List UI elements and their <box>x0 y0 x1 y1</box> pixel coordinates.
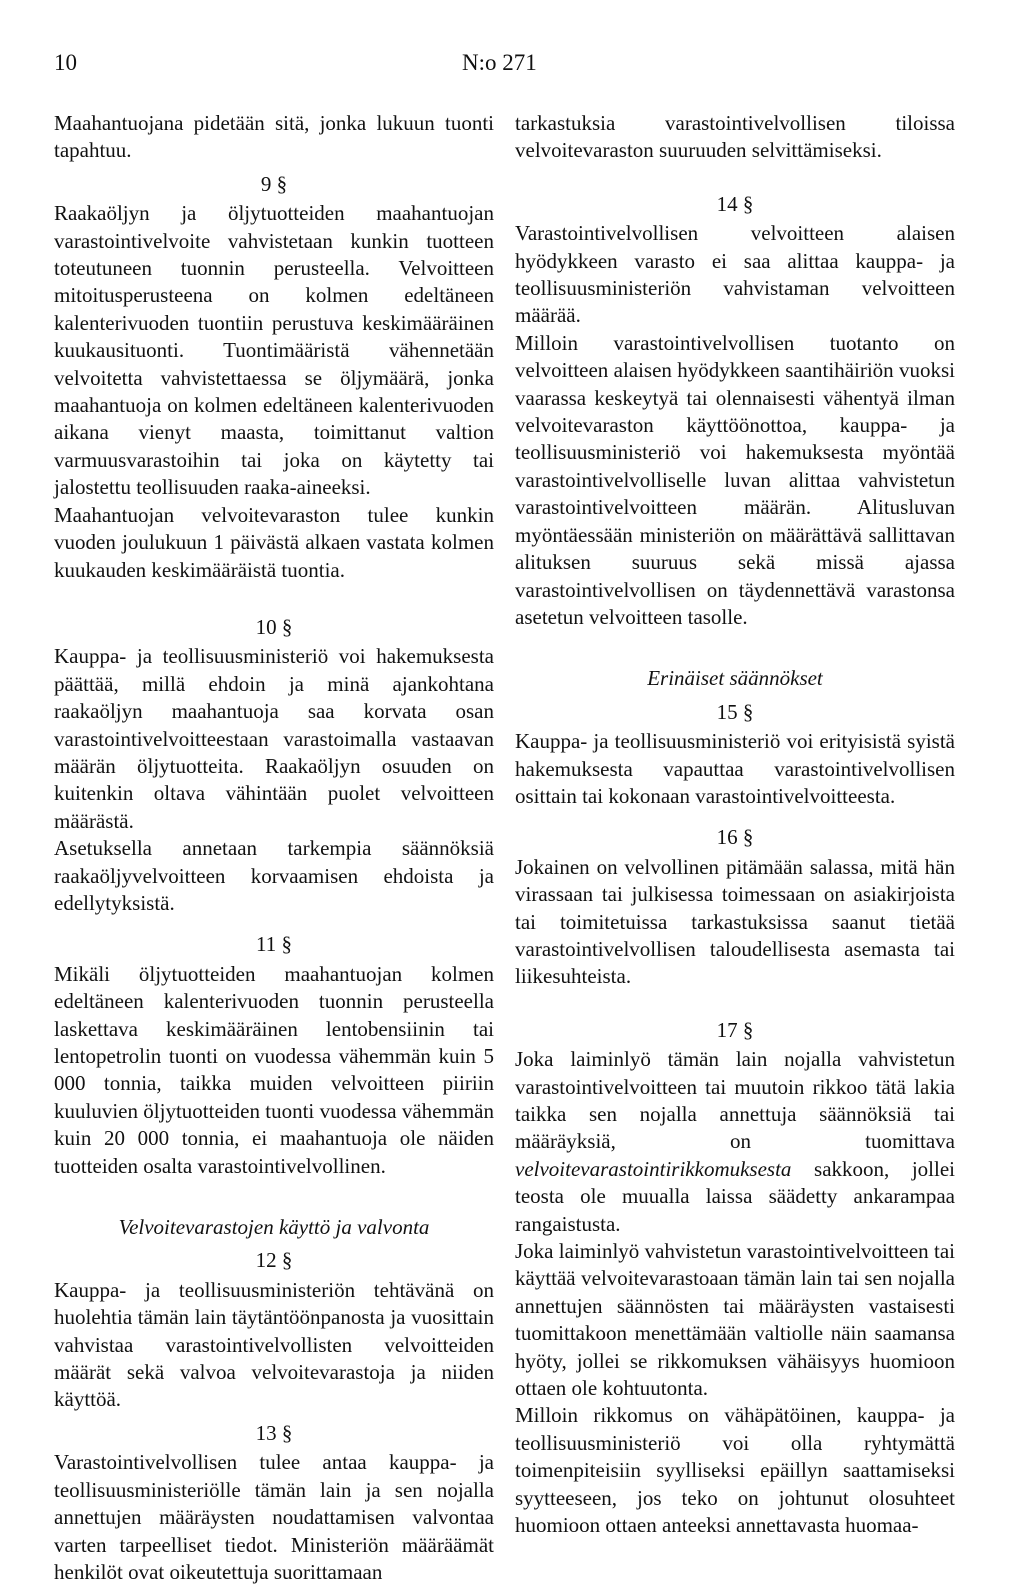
paragraph: Joka laiminlyö vahvistetun varastointivelvoitteen tai käyttää velvoitevarastoaan tämän lain tai sen nojalla annettujen säännösten tai määräysten vastaisesti tuomittakoon menettämään valtiolle näin saamansa hyöty, jollei se rikkomuksen vähäisyys huomioon ottaen ole kohtuutonta. <box>515 1239 955 1401</box>
issue-number: N:o 271 <box>462 50 537 75</box>
paragraph: Varastointivelvollisen velvoitteen alaisen hyödykkeen varasto ei saa alittaa kauppa- ja teollisuusministeriön vahvistaman velvoitteen määrää. <box>515 221 955 328</box>
section-heading-11: 11 § <box>256 932 292 957</box>
chapter-heading-usage: Velvoitevarastojen käyttö ja valvonta <box>118 1215 430 1240</box>
text-run: sakkoon, jollei teosta ole muualla laissa säädetty ankarampaa rangaistusta. <box>515 1156 955 1236</box>
section-heading-17: 17 § <box>716 1017 754 1042</box>
paragraph: Milloin rikkomus on vähäpätöinen, kauppa- ja teollisuusministeriö voi olla ryhtymättä toimenpiteisiin syylliseksi epäillyn saattamiseksi syytteeseen, jos teko on johtunut olosuhteet huomioon ottaen anteeksi annettavasta huomaa- <box>515 1403 955 1538</box>
right-column <box>515 110 955 1540</box>
paragraph: Kauppa- ja teollisuusministeriö voi hakemuksesta päättää, millä ehdoin ja minä ajankohtana raakaöljyn maahantuoja saa korvata osan varastointivelvoitteestaan varastoimalla vastaavan määrän öljytuotteita. Raakaöljyn osuuden on kuitenkin oltava vähintään puolet velvoitteen määrästä. <box>54 644 494 833</box>
section-heading-9: 9 § <box>260 171 288 196</box>
paragraph: Jokainen on velvollinen pitämään salassa, mitä hän virassaan tai julkisessa toimessaan on asiakirjoista tai toimitetuissa tarkastuksissa saanut tietää varastointivelvollisen taloudellisesta asemasta tai liikesuhteista. <box>515 854 955 989</box>
paragraph: tarkastuksia varastointivelvollisen tiloissa velvoitevaraston suuruuden selvittämiseksi. <box>515 111 955 163</box>
section-heading-10: 10 § <box>255 614 293 639</box>
section-heading-15: 15 § <box>716 699 754 724</box>
section-heading-12: 12 § <box>255 1248 293 1273</box>
chapter-heading-misc: Erinäiset säännökset <box>647 666 823 691</box>
paragraph: Raakaöljyn ja öljytuotteiden maahantuojan varastointivelvoite vahvistetaan kunkin tuotteen toteutuneen tuonnin perusteella. Velvoitteen mitoitusperusteena on kolmen edeltäneen kalenterivuoden tuontiin perustuva keskimääräinen kuukausituonti. Tuontimääristä vähennetään velvoitetta vahvistettaessa se öljymäärä, jonka maahantuoja on kolmen edeltäneen kalenterivuoden aikana vienyt maasta, toimittanut valtion varmuusvarastoihin tai joka on käytetty tai jalostettu teollisuuden raaka-aineeksi. <box>54 201 494 500</box>
paragraph: Milloin varastointivelvollisen tuotanto on velvoitteen alaisen hyödykkeen saantihäiriön vuoksi vaarassa keskeytyä tai olennaisesti vähentyä ilman velvoitevaraston käyttöönottoa, kauppa- ja teollisuusministeriö voi hakemuksesta myöntää varastointivelvolliselle luvan alittaa vahvistetun varastointivelvoitteen määrän. Alitusluvan myöntäessään ministeriön on määrättävä sallittavan alituksen suuruus sekä missä ajassa varastointivelvollisen on täydennettävä varastonsa asetetun velvoitteen tasolle. <box>515 330 955 629</box>
paragraph: Kauppa- ja teollisuusministeriö voi erityisistä syistä hakemuksesta vapauttaa varastointivelvollisen osittain tai kokonaan varastointivelvoitteesta. <box>515 729 955 808</box>
section-heading-16: 16 § <box>716 825 754 850</box>
left-column <box>54 110 494 1586</box>
text-run: Joka laiminlyö tämän lain nojalla vahvistetun varastointivelvoitteen tai muutoin rikkoo tätä lakia taikka sen nojalla annettuja säännöksiä tai määräyksiä, on tuomittava <box>515 1047 955 1154</box>
paragraph: Maahantuojan velvoitevaraston tulee kunkin vuoden joulukuun 1 päivästä alkaen vastata kolmen kuukauden keskimääräistä tuontia. <box>54 502 494 582</box>
section-heading-13: 13 § <box>255 1420 293 1445</box>
paragraph: Varastointivelvollisen tulee antaa kauppa- ja teollisuusministeriölle tämän lain ja sen nojalla annettujen määräysten noudattamisen valvontaa varten tarpeelliset tiedot. Ministeriön määräämät henkilöt ovat oikeutettuja suorittamaan <box>54 1450 494 1584</box>
paragraph: Asetuksella annetaan tarkempia säännöksiä raakaöljyvelvoitteen korvaamisen ehdoista ja edellytyksistä. <box>54 836 494 915</box>
emphasized-term: velvoitevarastointirikkomuksesta <box>515 1156 792 1181</box>
paragraph: Kauppa- ja teollisuusministeriön tehtävänä on huolehtia tämän lain täytäntöönpanosta ja vuosittain vahvistaa varastointivelvollisten velvoitteiden määrät sekä valvoa velvoitevarastoja ja niiden käyttöä. <box>54 1277 494 1412</box>
paragraph: Mikäli öljytuotteiden maahantuojan kolmen edeltäneen kalenterivuoden tuonnin perusteella laskettava keskimääräinen lentobensiinin tai lentopetrolin tuonti on vuodessa vähemmän kuin 5 000 tonnia, taikka muiden velvoitteen piiriin kuuluvien öljytuotteiden tuonti vuodessa vähemmän kuin 20 000 tonnia, ei maahantuoja ole näiden tuotteiden osalta varastointivelvollinen. <box>54 961 494 1178</box>
paragraph <box>515 1046 955 1238</box>
paragraph: Maahantuojana pidetään sitä, jonka lukuun tuonti tapahtuu. <box>54 111 494 163</box>
section-heading-14: 14 § <box>716 191 754 216</box>
page-number: 10 <box>54 50 77 75</box>
